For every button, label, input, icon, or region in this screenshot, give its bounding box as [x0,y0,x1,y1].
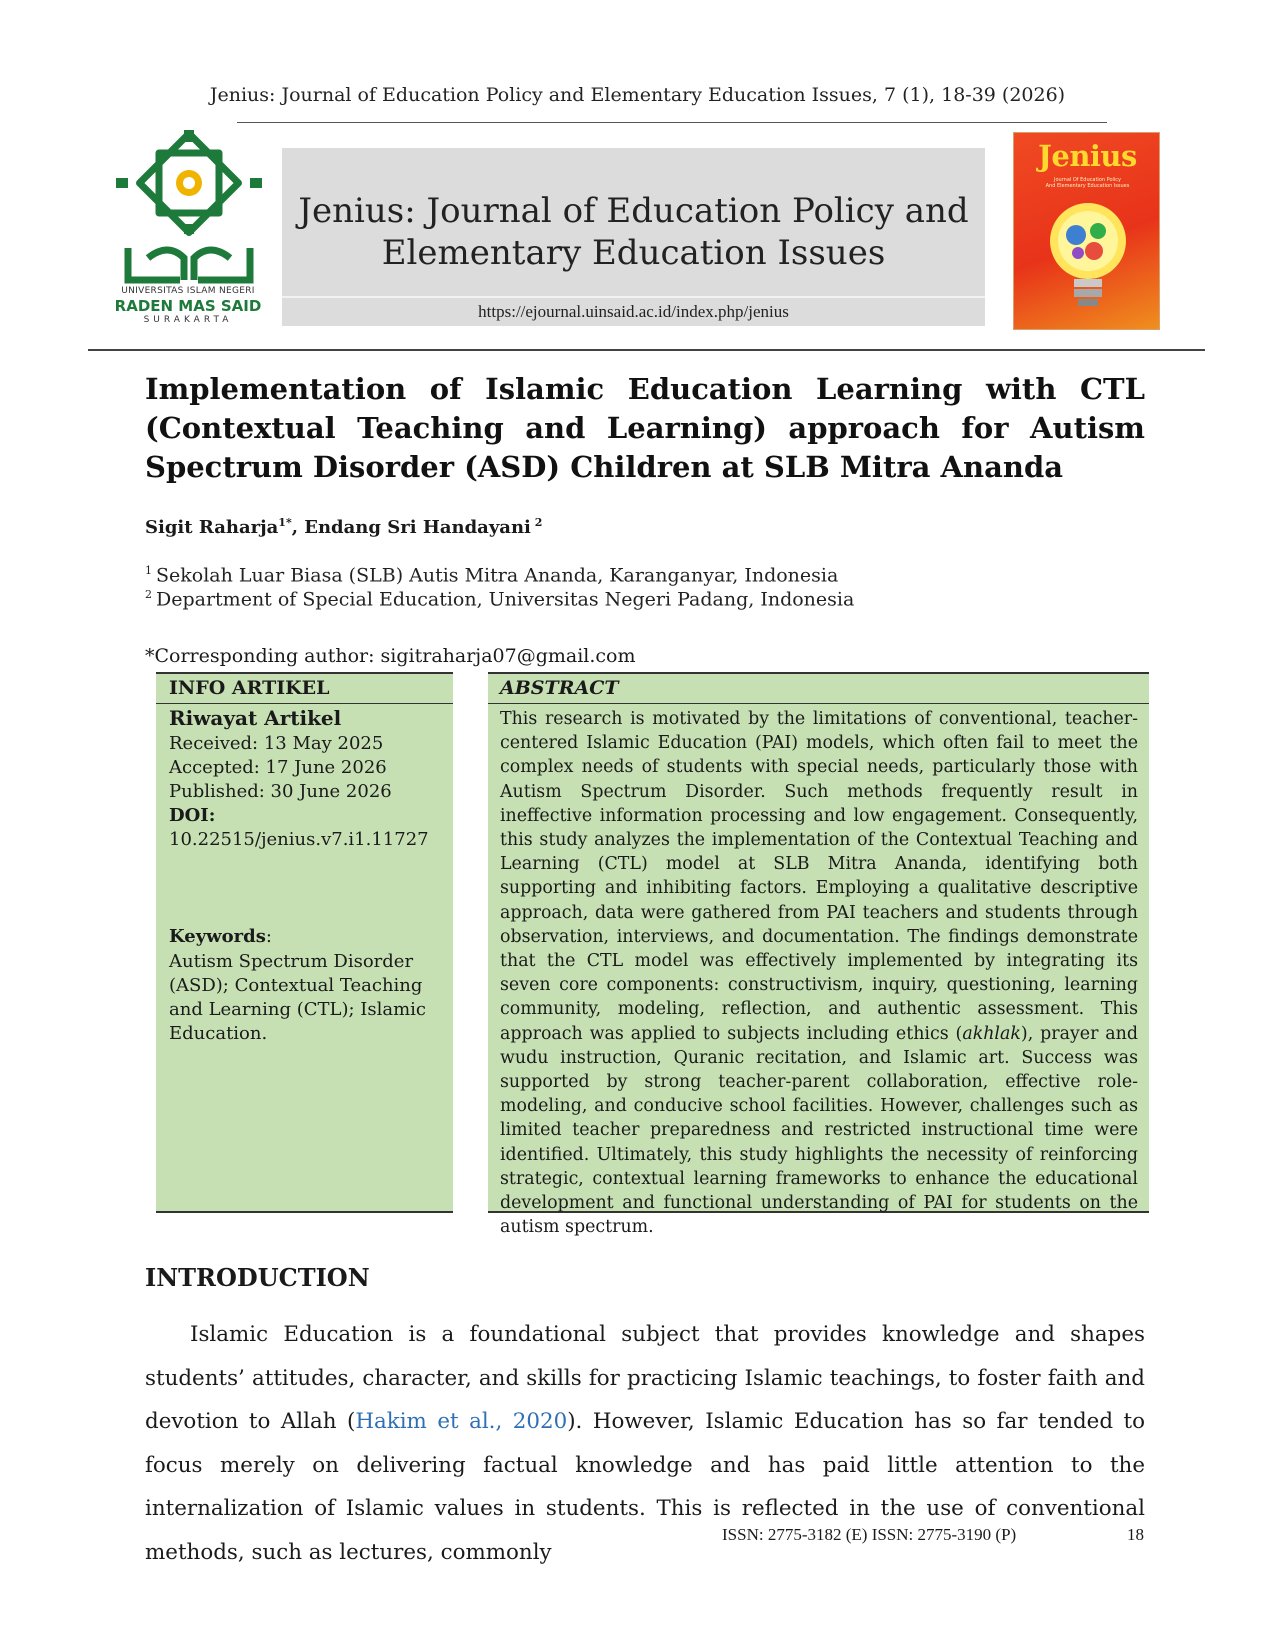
affiliation-text: Sekolah Luar Biasa (SLB) Autis Mitra Ananda, Karanganyar, Indonesia [156,564,839,587]
table-bottom-rule [156,1211,453,1213]
table-top-rule [488,672,1149,674]
header-rule [88,349,1205,351]
corresponding-author: *Corresponding author: sigitraharja07@gmail.com [145,645,636,667]
page-number: 18 [1127,1525,1144,1544]
section-heading: INTRODUCTION [145,1263,370,1292]
table-header-rule [488,703,1149,704]
footer-issn: ISSN: 2775-3182 (E) ISSN: 2775-3190 (P) [722,1525,1017,1544]
keywords-label [169,925,272,949]
doi-link[interactable]: 10.22515/jenius.v7.i1.11727 [169,829,429,850]
cover-subtitle-line2: And Elementary Education Issues [1045,183,1130,189]
accepted-date: Accepted: 17 June 2026 [169,757,387,778]
running-head-rule [237,122,1107,123]
logo-caption-line2: RADEN MAS SAID [114,297,262,315]
table-top-rule [156,672,453,674]
table-header-rule [156,703,453,704]
running-head: Jenius: Journal of Education Policy and Elementary Education Issues, 7 (1), 18-39 (2026) [209,84,1066,106]
published-date: Published: 30 June 2026 [169,781,392,802]
keywords-label-text: Keywords [169,926,266,947]
keywords-colon: : [265,926,272,947]
keywords-list: Autism Spectrum Disorder (ASD); Contextual Teaching and Learning (CTL); Islamic Education. [169,951,427,1044]
abstract-body [500,707,1138,1239]
author-name: Endang Sri Handayani [304,517,531,538]
journal-title-line1: Jenius: Journal of Education Policy and [298,191,969,231]
journal-url-divider [282,296,985,298]
doi-label: DOI: [169,805,216,826]
cover-subtitle-line1: Journal Of Education Policy [1053,177,1122,183]
journal-url-link[interactable]: https://ejournal.uinsaid.ac.id/index.php/jenius [478,302,789,321]
author-name: Sigit Raharja [145,517,279,538]
affiliation-number: 2 [145,588,152,601]
affiliation-1 [145,564,838,586]
author-separator: , [291,517,305,538]
lightbulb-gears-icon [1034,191,1142,321]
affiliation-text: Department of Special Education, Universitas Negeri Padang, Indonesia [156,588,855,611]
citation-link[interactable]: Hakim et al., 2020 [355,1409,568,1434]
journal-title-line2: Elementary Education Issues [381,233,886,273]
abstract-text: This research is motivated by the limitations of conventional, teacher-centered Islamic Education (PAI) models, which often fail to meet the complex needs of students with special needs, particularly those with Autism Spectrum Disorder. Such methods frequently result in ineffective information processing and low engagement. Consequently, this study analyzes the implementation of the Contextual Teaching and Learning (CTL) model at SLB Mitra Ananda, identifying both supporting and inhibiting factors. Employing a qualitative descriptive approach, data were gathered from PAI teachers and students through observation, interviews, and documentation. The findings demonstrate that the CTL model was effectively implemented by integrating its seven core components: constructivism, inquiry, questioning, learning community, modeling, reflection, and authentic assessment. This approach was applied to subjects including ethics ( [500,709,1138,1044]
cover-title: Jenius [1038,139,1137,173]
abstract-heading: ABSTRACT [500,677,619,699]
author-list [145,516,542,538]
logo-caption-line1: UNIVERSITAS ISLAM NEGERI [121,286,255,296]
journal-title [282,190,985,274]
affiliation-2 [145,588,854,610]
intro-text: ). However, Islamic Education has so far tended to focus merely on delivering factual knowledge and has paid little attention to the internalization of Islamic values in students. This is reflected in the use of conventional methods, such as lectures, commonly [145,1409,1145,1565]
author-affiliation-mark: 2 [530,516,543,529]
logo-caption-line3: SURAKARTA [143,315,233,325]
paper-title: Implementation of Islamic Education Learning with CTL (Contextual Teaching and Learning) approach for Autism Spectrum Disorder (ASD) Children at SLB Mitra Ananda [145,372,1145,484]
article-history-label: Riwayat Artikel [169,706,342,730]
cover-subtitle [1014,177,1160,189]
abstract-text: ), prayer and wudu instruction, Quranic recitation, and Islamic art. Success was supported by strong teacher-parent collaboration, effective role-modeling, and conducive school facilities. However, challenges such as limited teacher preparedness and restricted instructional time were identified. Ultimately, this study highlights the necessity of reinforcing strategic, contextual learning frameworks to enhance the educational development and functional understanding of PAI for students on the autism spectrum. [500,1023,1138,1238]
journal-title-box [282,148,985,326]
intro-text: Islamic Education is a foundational subject that provides knowledge and shapes students’ attitudes, character, and skills for practicing Islamic teachings, to foster faith and devotion to Allah ( [145,1322,1145,1434]
journal-cover-image [1013,132,1160,330]
affiliation-number: 1 [145,564,152,577]
info-heading: INFO ARTIKEL [169,677,330,699]
author-affiliation-mark: 1* [278,516,292,529]
received-date: Received: 13 May 2025 [169,733,384,754]
abstract-italic-term: akhlak [962,1023,1021,1044]
